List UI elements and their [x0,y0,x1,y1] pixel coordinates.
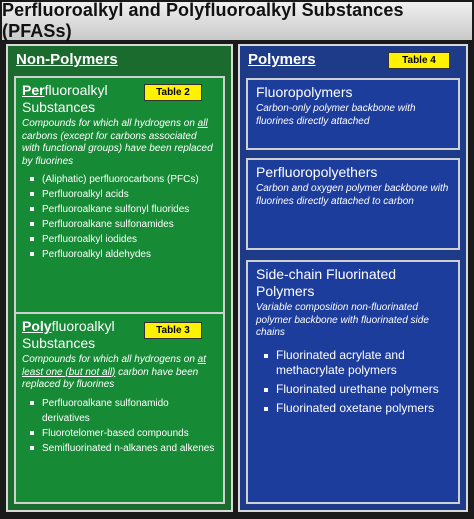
perfluoropolyethers-description: Carbon and oxygen polymer backbone with fluorines directly attached to carbon [256,183,449,207]
list-item: Semifluorinated n-alkanes and alkenes [42,441,217,456]
polyfluoroalkyl-list [22,396,217,456]
table-3-tag: Table 3 [144,322,202,339]
side-chain-description: Variable composition non-fluorinated polymer backbone with fluorinated side chains [256,302,429,338]
fluoropolymers-box [246,78,460,150]
diagram-title: Perfluoroalkyl and Polyfluoroalkyl Substances (PFASs) [2,0,404,41]
non-polymers-heading: Non-Polymers [16,51,118,68]
perfluoroalkyl-desc-all: all [197,118,208,129]
perfluoroalkyl-prefix: Per [22,82,45,98]
polyfluoroalkyl-box [14,312,225,504]
list-item: (Aliphatic) perfluorocarbons (PFCs) [42,172,217,187]
perfluoroalkyl-box [14,76,225,316]
diagram-title-bar [2,2,472,40]
perfluoropolyethers-title: Perfluoropolyethers [256,164,378,180]
table-2-tag: Table 2 [144,84,202,101]
list-item: Perfluoroalkyl iodides [42,232,217,247]
perfluoroalkyl-suffix: fluoroalkyl [44,82,108,98]
list-item: Fluorotelomer-based compounds [42,426,217,441]
polymers-panel [238,44,468,512]
perfluoroalkyl-list [22,172,217,262]
polyfluoroalkyl-title-line2: Substances [22,335,96,351]
list-item: Perfluoroalkane sulfonamides [42,217,217,232]
table-4-tag: Table 4 [388,52,450,69]
polyfluoroalkyl-desc-part2: carbon have been replaced by fluorines [22,366,199,390]
list-item: Perfluoroalkyl aldehydes [42,247,217,262]
polyfluoroalkyl-desc-at-least-one: at least one (but not all) [22,354,206,378]
fluoropolymers-description: Carbon-only polymer backbone with fluorines directly attached [256,103,416,127]
list-item: Fluorinated acrylate and methacrylate polymers [276,348,450,378]
polymers-heading: Polymers [248,51,316,68]
side-chain-title: Side-chain Fluorinated Polymers [256,266,397,299]
perfluoroalkyl-description [22,118,217,168]
polyfluoroalkyl-prefix: Poly [22,318,52,334]
side-chain-list [256,348,450,416]
side-chain-box [246,260,460,504]
polyfluoroalkyl-suffix: fluoroalkyl [51,318,115,334]
fluoropolymers-title: Fluoropolymers [256,84,353,100]
list-item: Fluorinated urethane polymers [276,382,450,397]
perfluoroalkyl-title-line2: Substances [22,99,96,115]
list-item: Fluorinated oxetane polymers [276,401,450,416]
list-item: Perfluoroalkane sulfonyl fluorides [42,202,217,217]
list-item: Perfluoroalkane sulfonamido derivatives [42,396,217,426]
polyfluoroalkyl-description [22,354,217,392]
perfluoropolyethers-box [246,158,460,250]
non-polymers-panel [6,44,233,512]
list-item: Perfluoroalkyl acids [42,187,217,202]
polyfluoroalkyl-desc-part1: Compounds for which all hydrogens on [22,354,198,365]
perfluoroalkyl-desc-part1: Compounds for which all hydrogens on [22,118,198,129]
perfluoroalkyl-desc-part2: carbons (except for carbons associated with functional groups) have been replaced by fluorines [22,130,213,167]
